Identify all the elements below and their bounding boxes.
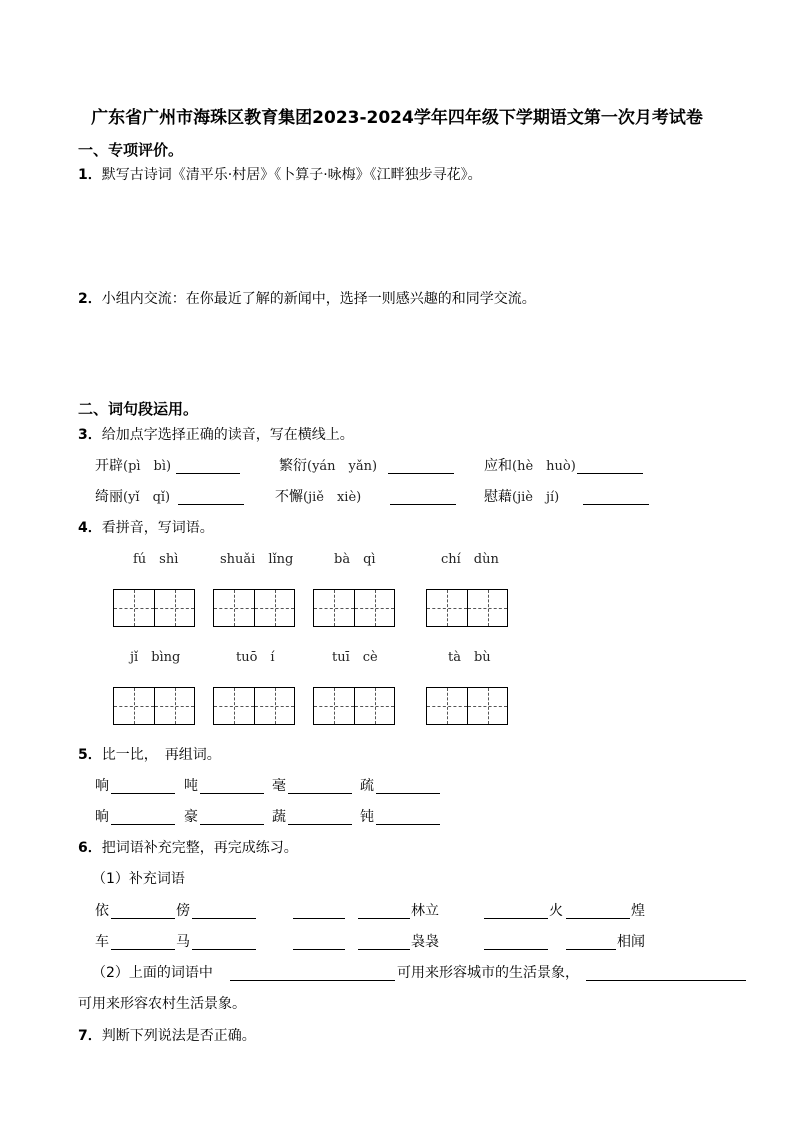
pronunciation-item: [484, 459, 576, 473]
question-text: 给加点字选择正确的读音，写在横线上。: [101, 427, 354, 443]
answer-blank[interactable]: [111, 779, 175, 794]
pinyin-label: jǐ bìng: [130, 650, 181, 665]
question-6: [78, 841, 298, 855]
answer-blank[interactable]: [566, 935, 616, 950]
writing-grid[interactable]: [313, 589, 395, 627]
answer-blank[interactable]: [358, 904, 410, 919]
question-5: [78, 748, 221, 762]
question-number: 7．: [78, 1028, 102, 1044]
idiom-char: 林立: [411, 903, 439, 919]
idiom-char: 相闻: [617, 934, 645, 950]
answer-blank[interactable]: [192, 904, 256, 919]
question-1: [78, 168, 482, 182]
idiom-char: 火: [549, 903, 563, 919]
compare-char: 晌: [95, 809, 109, 825]
sub-question-2-suffix: 可用来形容农村生活景象。: [78, 996, 246, 1012]
question-number: 4．: [78, 520, 102, 536]
compare-char: 响: [95, 778, 109, 794]
question-text: 比一比， 再组词。: [101, 747, 221, 763]
answer-blank[interactable]: [484, 935, 548, 950]
question-text: 看拼音，写词语。: [101, 520, 214, 536]
pronunciation-item: [95, 490, 170, 504]
answer-blank[interactable]: [111, 904, 175, 919]
question-number: 6．: [78, 840, 102, 856]
pinyin-label: tuī cè: [332, 650, 378, 665]
answer-blank[interactable]: [293, 935, 345, 950]
answer-blank[interactable]: [192, 935, 256, 950]
answer-blank[interactable]: [200, 779, 264, 794]
answer-blank[interactable]: [176, 459, 240, 474]
exam-title: 广东省广州市海珠区教育集团2023-2024学年四年级下学期语文第一次月考试卷: [91, 108, 703, 128]
pronunciation-item: [279, 459, 377, 473]
question-7: [78, 1029, 256, 1043]
question-text: 判断下列说法是否正确。: [101, 1028, 256, 1044]
compare-char: 吨: [184, 778, 198, 794]
question-text: 默写古诗词《清平乐·村居》《卜算子·咏梅》《江畔独步寻花》。: [101, 167, 482, 183]
answer-blank[interactable]: [178, 490, 244, 505]
pronunciation-item: [484, 490, 559, 504]
answer-blank[interactable]: [577, 459, 643, 474]
question-number: 3．: [78, 427, 102, 443]
section-heading-1: 一、专项评价。: [78, 141, 184, 159]
answer-blank[interactable]: [376, 779, 440, 794]
answer-blank[interactable]: [288, 810, 352, 825]
item-word: 绮丽: [95, 489, 123, 505]
idiom-char: 马: [176, 934, 190, 950]
answer-blank[interactable]: [586, 966, 746, 981]
writing-grid[interactable]: [426, 589, 508, 627]
answer-blank[interactable]: [566, 904, 630, 919]
item-word: 开辟: [95, 458, 123, 474]
answer-blank[interactable]: [376, 810, 440, 825]
writing-grid[interactable]: [113, 687, 195, 725]
item-options: (jiè jí): [512, 490, 560, 505]
item-word: 繁衍: [279, 458, 307, 474]
answer-blank[interactable]: [388, 459, 454, 474]
pinyin-label: tuō í: [236, 650, 275, 665]
question-number: 1．: [78, 167, 102, 183]
writing-grid[interactable]: [113, 589, 195, 627]
answer-blank[interactable]: [583, 490, 649, 505]
compare-char: 蔬: [272, 809, 286, 825]
answer-blank[interactable]: [390, 490, 456, 505]
compare-char: 毫: [272, 778, 286, 794]
idiom-char: 袅袅: [411, 934, 439, 950]
sub-question-2-prefix: （2）上面的词语中: [92, 965, 213, 981]
question-text: 小组内交流：在你最近了解的新闻中，选择一则感兴趣的和同学交流。: [101, 291, 536, 307]
pinyin-label: chí dùn: [441, 552, 499, 567]
question-4: [78, 521, 214, 535]
pronunciation-item: [95, 459, 171, 473]
writing-grid[interactable]: [313, 687, 395, 725]
item-options: (pì bì): [123, 459, 172, 474]
item-options: (yán yǎn): [307, 459, 378, 474]
question-number: 2．: [78, 291, 102, 307]
idiom-char: 傍: [176, 903, 190, 919]
compare-char: 钝: [360, 809, 374, 825]
question-3: [78, 428, 354, 442]
answer-blank[interactable]: [288, 779, 352, 794]
section-heading-2: 二、词句段运用。: [78, 400, 199, 418]
compare-char: 疏: [360, 778, 374, 794]
item-word: 不懈: [275, 489, 303, 505]
compare-char: 豪: [184, 809, 198, 825]
idiom-char: 煌: [631, 903, 645, 919]
item-word: 慰藉: [484, 489, 512, 505]
idiom-char: 依: [95, 903, 109, 919]
writing-grid[interactable]: [426, 687, 508, 725]
pinyin-label: shuǎi lǐng: [220, 552, 294, 567]
pinyin-label: fú shì: [133, 552, 179, 567]
item-word: 应和: [484, 458, 512, 474]
question-number: 5．: [78, 747, 102, 763]
writing-grid[interactable]: [213, 589, 295, 627]
pinyin-label: bà qì: [334, 552, 376, 567]
sub-question-1: （1）补充词语: [92, 871, 185, 887]
answer-blank[interactable]: [230, 966, 395, 981]
writing-grid[interactable]: [213, 687, 295, 725]
question-2: [78, 292, 536, 306]
item-options: (jiě xiè): [303, 490, 362, 505]
pinyin-label: tà bù: [448, 650, 491, 665]
item-options: (hè huò): [512, 459, 576, 474]
pronunciation-item: [275, 490, 361, 504]
item-options: (yǐ qǐ): [123, 490, 171, 505]
sub-question-2-middle: 可用来形容城市的生活景象，: [397, 965, 579, 981]
answer-blank[interactable]: [484, 904, 548, 919]
idiom-char: 车: [95, 934, 109, 950]
answer-blank[interactable]: [111, 935, 175, 950]
question-text: 把词语补充完整，再完成练习。: [101, 840, 298, 856]
answer-blank[interactable]: [200, 810, 264, 825]
answer-blank[interactable]: [358, 935, 410, 950]
answer-blank[interactable]: [111, 810, 175, 825]
answer-blank[interactable]: [293, 904, 345, 919]
